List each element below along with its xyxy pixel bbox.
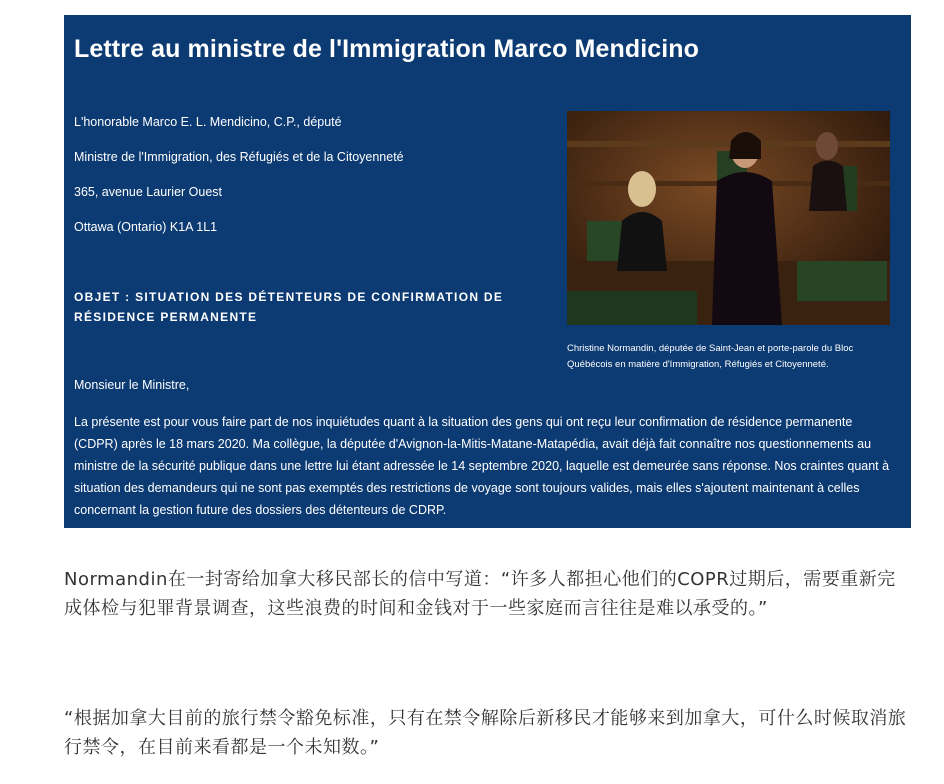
- article-paragraph: “根据加拿大目前的旅行禁令豁免标准，只有在禁令解除后新移民才能够来到加拿大，可什么时候取消旅行禁令，在目前来看都是一个未知数。”: [64, 708, 907, 758]
- parliament-photo: [567, 111, 890, 325]
- address-line-street: 365, avenue Laurier Ouest: [74, 185, 223, 199]
- photo-caption: Christine Normandin, députée de Saint-Jean et porte-parole du Bloc Québécois en matière d'Immigration, Réfugiés et Citoyenneté.: [567, 343, 854, 370]
- address-line-recipient: L'honorable Marco E. L. Mendicino, C.P., député: [74, 115, 342, 129]
- address-line-ministry: Ministre de l'Immigration, des Réfugiés et de la Citoyenneté: [74, 150, 404, 164]
- address-line-city: Ottawa (Ontario) K1A 1L1: [74, 220, 218, 234]
- letter-card: [64, 15, 911, 528]
- article-paragraph: Normandin在一封寄给加拿大移民部长的信中写道：“许多人都担心他们的COPR过期后，需要重新完成体检与犯罪背景调查，这些浪费的时间和金钱对于一些家庭而言往往是难以承受的。”: [64, 569, 896, 619]
- parliament-photo-illustration: [567, 111, 890, 325]
- letter-body: La présente est pour vous faire part de nos inquiétudes quant à la situation des gens qui ont reçu leur confirmation de résidence permanente (CDPR) après le 18 mars 2020. Ma collègue, la députée d'Avignon-la-Mitis-Matane-Matapédia, avait déjà fait connaître nos questionnements au ministre de la sécurité publique dans une lettre lui étant adressée le 14 septembre 2020, laquelle est demeurée sans réponse. Nos craintes quant à situation des demandeurs qui ne sont pas exemptés des restrictions de voyage sont toujours valides, mais elles s'ajoutent maintenant à celles concernant la gestion future des dossiers des détenteurs de CDRP.: [74, 415, 890, 517]
- letter-title: Lettre au ministre de l'Immigration Marco Mendicino: [74, 35, 700, 63]
- letter-salutation: Monsieur le Ministre,: [74, 378, 190, 392]
- letter-subject: OBJET : SITUATION DES DÉTENTEURS DE CONFIRMATION DE RÉSIDENCE PERMANENTE: [74, 290, 504, 324]
